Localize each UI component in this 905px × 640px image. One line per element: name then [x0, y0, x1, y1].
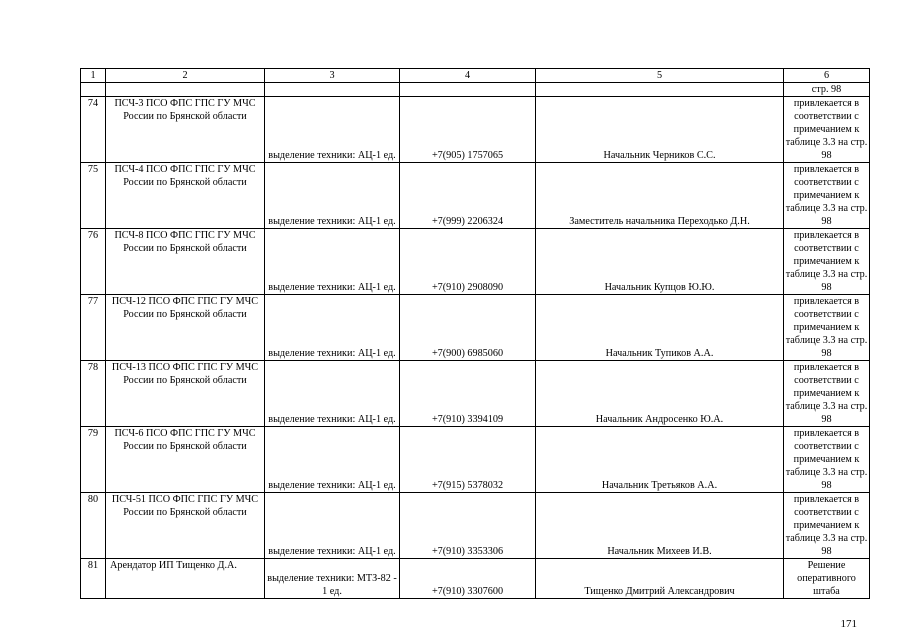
note-cell: привлекается в соответствии с примечанием к таблице 3.3 на стр. 98 — [784, 427, 870, 493]
note-cell: Решение оперативного штаба — [784, 559, 870, 599]
table-row — [81, 97, 870, 163]
equipment-cell: выделение техники: АЦ-1 ед. — [265, 97, 400, 163]
phone-cell: +7(910) 3353306 — [400, 493, 536, 559]
column-number-2: 2 — [106, 69, 265, 83]
continuation-note: стр. 98 — [784, 83, 870, 97]
table-row — [81, 493, 870, 559]
equipment-cell: выделение техники: АЦ-1 ед. — [265, 229, 400, 295]
equipment-cell: выделение техники: АЦ-1 ед. — [265, 361, 400, 427]
phone-cell: +7(905) 1757065 — [400, 97, 536, 163]
table-row — [81, 295, 870, 361]
column-number-row — [81, 69, 870, 83]
continuation-cell — [400, 83, 536, 97]
organization-cell: ПСЧ-12 ПСО ФПС ГПС ГУ МЧС России по Брянской области — [106, 295, 265, 361]
organization-cell: ПСЧ-8 ПСО ФПС ГПС ГУ МЧС России по Брянской области — [106, 229, 265, 295]
note-cell: привлекается в соответствии с примечанием к таблице 3.3 на стр. 98 — [784, 361, 870, 427]
phone-cell: +7(910) 2908090 — [400, 229, 536, 295]
row-number: 76 — [81, 229, 106, 295]
note-cell: привлекается в соответствии с примечанием к таблице 3.3 на стр. 98 — [784, 493, 870, 559]
responsible-person-cell: Начальник Купцов Ю.Ю. — [536, 229, 784, 295]
column-number-4: 4 — [400, 69, 536, 83]
continuation-cell — [536, 83, 784, 97]
row-number: 78 — [81, 361, 106, 427]
responsible-person-cell: Тищенко Дмитрий Александрович — [536, 559, 784, 599]
responsible-person-cell: Начальник Тупиков А.А. — [536, 295, 784, 361]
organization-cell: ПСЧ-6 ПСО ФПС ГПС ГУ МЧС России по Брянской области — [106, 427, 265, 493]
row-number: 75 — [81, 163, 106, 229]
table-row — [81, 361, 870, 427]
table-row — [81, 229, 870, 295]
row-number: 79 — [81, 427, 106, 493]
organization-cell: ПСЧ-13 ПСО ФПС ГПС ГУ МЧС России по Брянской области — [106, 361, 265, 427]
equipment-cell: выделение техники: МТЗ-82 - 1 ед. — [265, 559, 400, 599]
responsible-person-cell: Начальник Черников С.С. — [536, 97, 784, 163]
note-cell: привлекается в соответствии с примечанием к таблице 3.3 на стр. 98 — [784, 229, 870, 295]
responsible-person-cell: Начальник Третьяков А.А. — [536, 427, 784, 493]
phone-cell: +7(910) 3394109 — [400, 361, 536, 427]
phone-cell: +7(900) 6985060 — [400, 295, 536, 361]
equipment-cell: выделение техники: АЦ-1 ед. — [265, 493, 400, 559]
organization-cell: Арендатор ИП Тищенко Д.А. — [106, 559, 265, 599]
row-number: 74 — [81, 97, 106, 163]
continuation-cell — [265, 83, 400, 97]
note-cell: привлекается в соответствии с примечанием к таблице 3.3 на стр. 98 — [784, 97, 870, 163]
column-number-1: 1 — [81, 69, 106, 83]
equipment-cell: выделение техники: АЦ-1 ед. — [265, 163, 400, 229]
column-number-5: 5 — [536, 69, 784, 83]
column-number-6: 6 — [784, 69, 870, 83]
page-number: 171 — [840, 618, 857, 630]
document-table-wrapper — [80, 68, 869, 599]
column-number-3: 3 — [265, 69, 400, 83]
continuation-row — [81, 83, 870, 97]
row-number: 81 — [81, 559, 106, 599]
phone-cell: +7(999) 2206324 — [400, 163, 536, 229]
equipment-cell: выделение техники: АЦ-1 ед. — [265, 295, 400, 361]
organization-cell: ПСЧ-51 ПСО ФПС ГПС ГУ МЧС России по Брянской области — [106, 493, 265, 559]
phone-cell: +7(915) 5378032 — [400, 427, 536, 493]
continuation-cell — [81, 83, 106, 97]
note-cell: привлекается в соответствии с примечанием к таблице 3.3 на стр. 98 — [784, 163, 870, 229]
resources-table — [80, 68, 870, 599]
phone-cell: +7(910) 3307600 — [400, 559, 536, 599]
row-number: 80 — [81, 493, 106, 559]
note-cell: привлекается в соответствии с примечанием к таблице 3.3 на стр. 98 — [784, 295, 870, 361]
organization-cell: ПСЧ-4 ПСО ФПС ГПС ГУ МЧС России по Брянской области — [106, 163, 265, 229]
responsible-person-cell: Начальник Андросенко Ю.А. — [536, 361, 784, 427]
organization-cell: ПСЧ-3 ПСО ФПС ГПС ГУ МЧС России по Брянской области — [106, 97, 265, 163]
table-row — [81, 559, 870, 599]
table-row — [81, 163, 870, 229]
continuation-cell — [106, 83, 265, 97]
responsible-person-cell: Начальник Михеев И.В. — [536, 493, 784, 559]
responsible-person-cell: Заместитель начальника Переходько Д.Н. — [536, 163, 784, 229]
table-row — [81, 427, 870, 493]
equipment-cell: выделение техники: АЦ-1 ед. — [265, 427, 400, 493]
row-number: 77 — [81, 295, 106, 361]
